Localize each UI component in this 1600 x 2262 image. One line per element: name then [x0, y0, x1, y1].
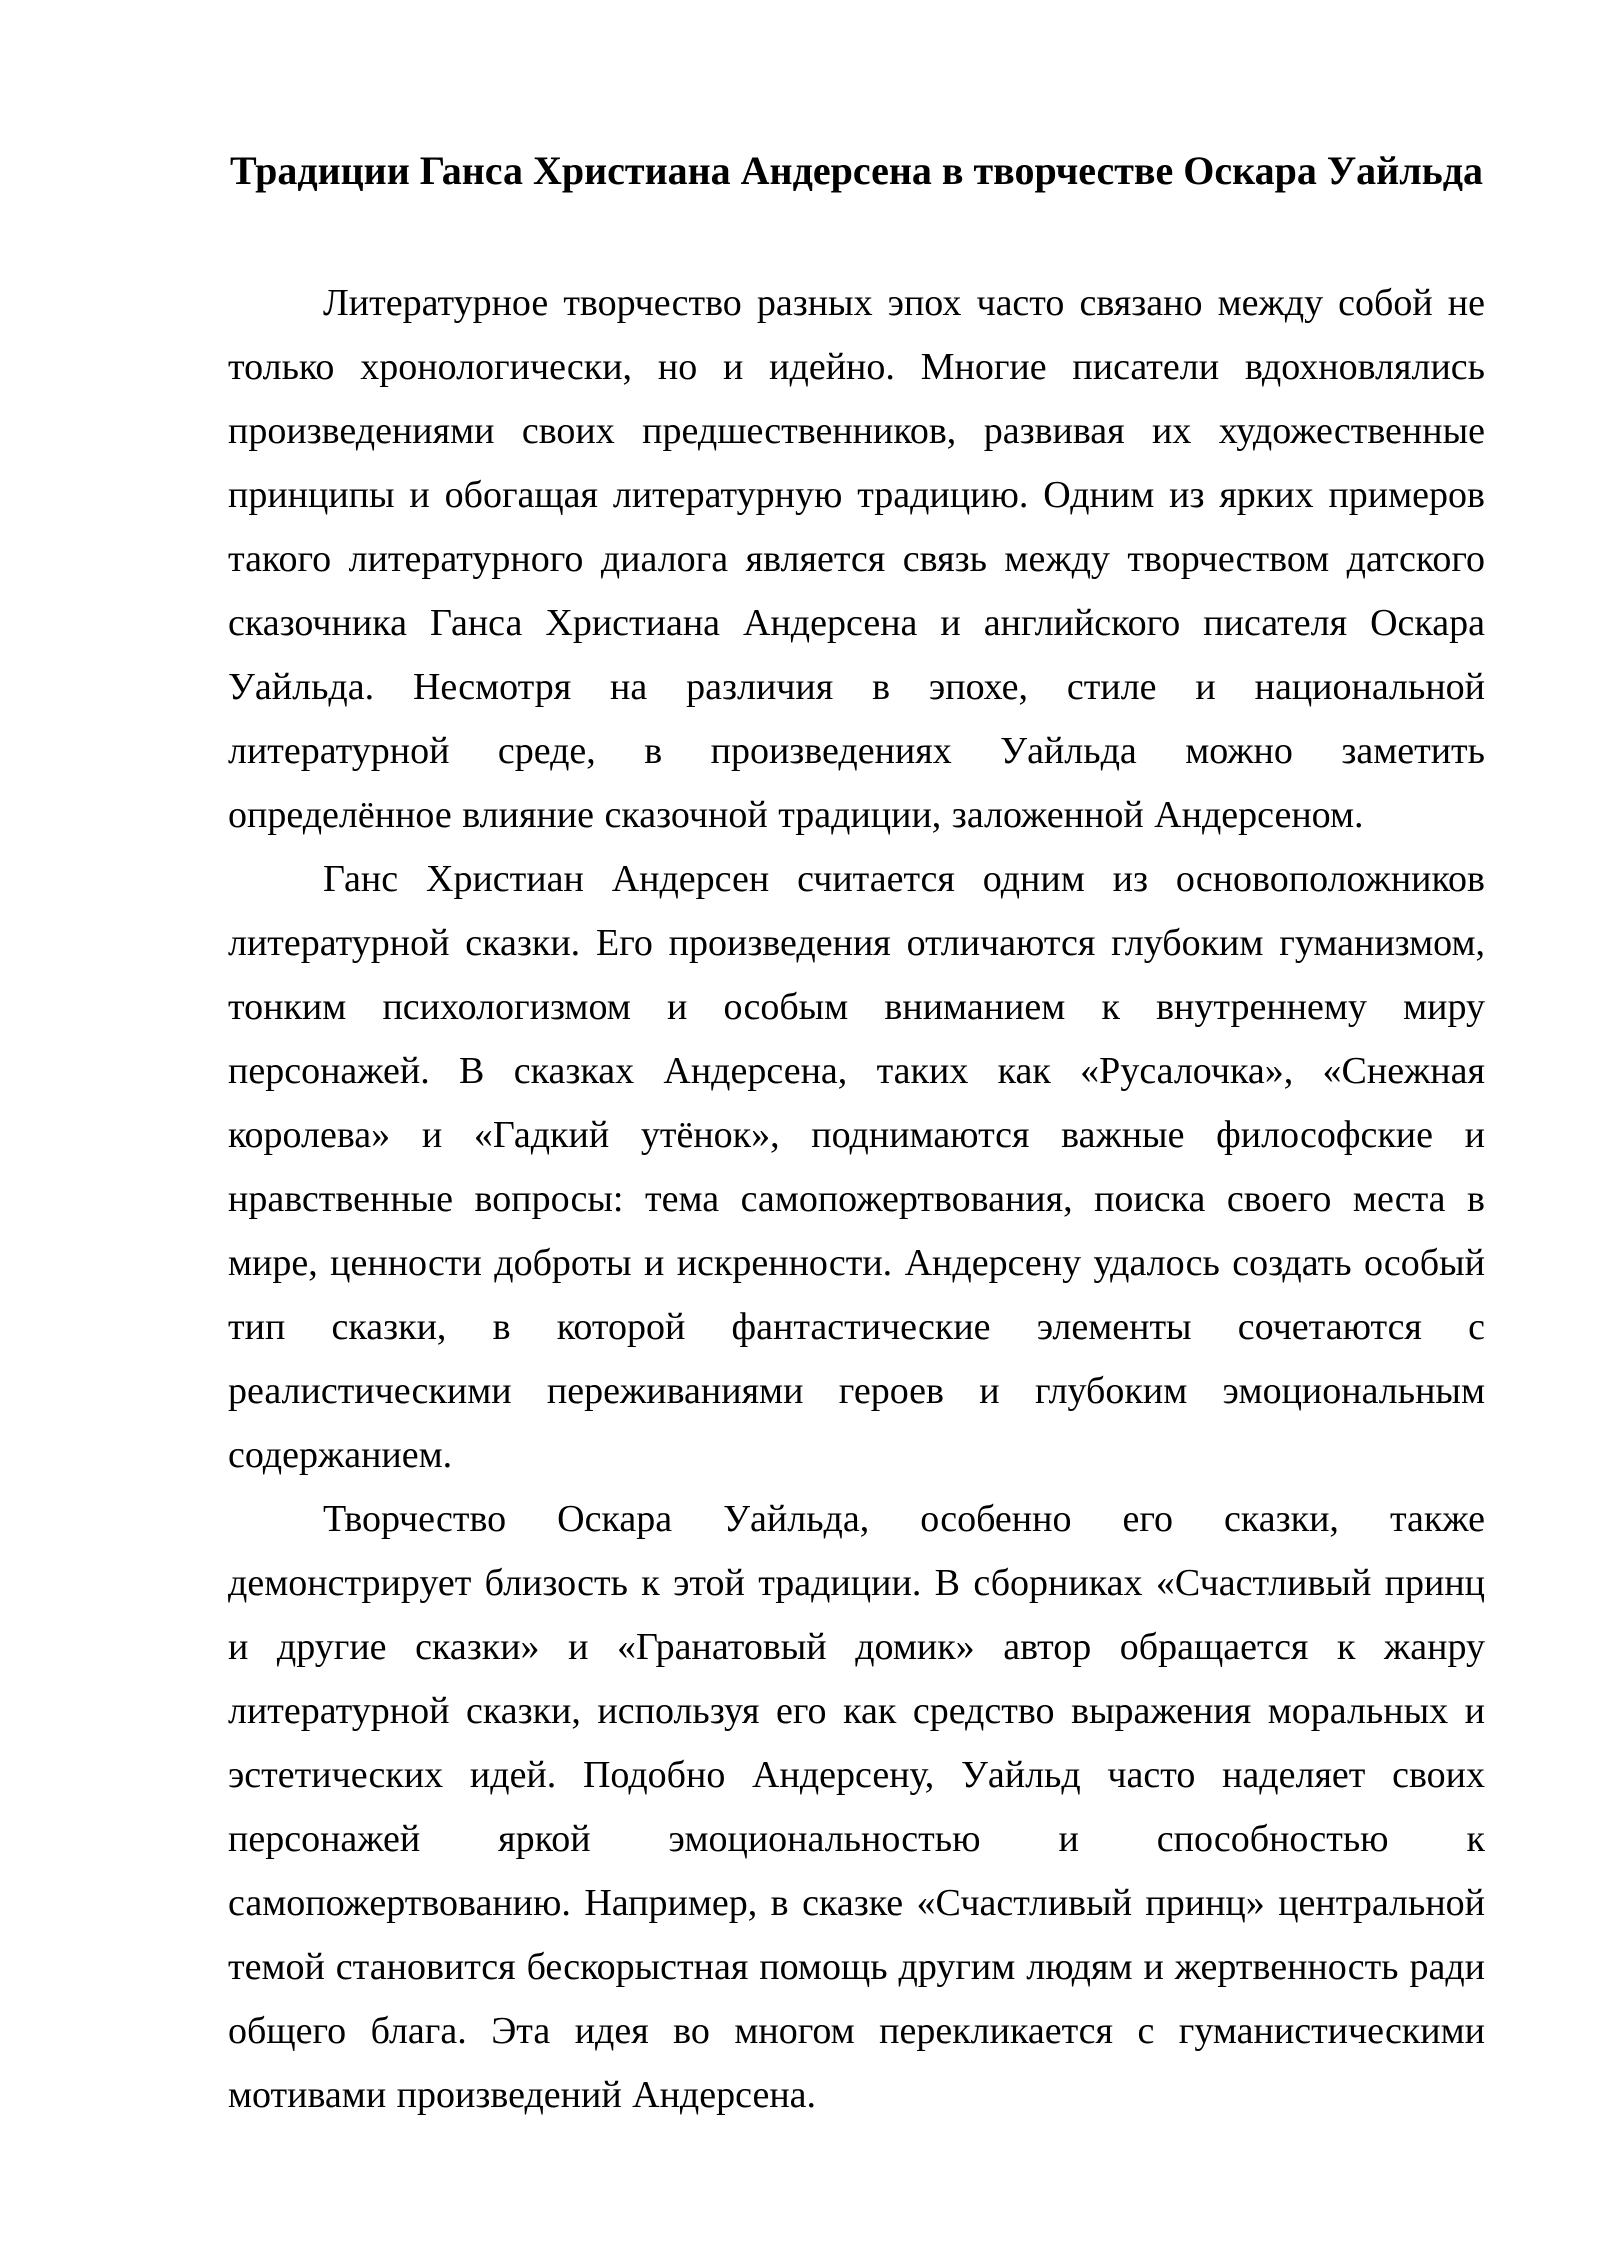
- document-paragraph-2: Ганс Христиан Андерсен считается одним из основоположников литературной сказки. Его произведения отличаются глубоким гуманизмом, тонким психологизмом и особым вниманием к внутреннему миру персонажей. В сказках Андерсена, таких как «Русалочка», «Снежная королева» и «Гадкий утёнок», поднимаются важные философские и нравственные вопросы: тема самопожертвования, поиска своего места в мире, ценности доброты и искренности. Андерсену удалось создать особый тип сказки, в которой фантастические элементы сочетаются с реалистическими переживаниями героев и глубоким эмоциональным содержанием.: [228, 858, 1485, 1476]
- document-title: Традиции Ганса Христиана Андерсена в творчестве Оскара Уайльда: [229, 148, 1484, 193]
- document-paragraph-3: Творчество Оскара Уайльда, особенно его сказки, также демонстрирует близость к этой традиции. В сборниках «Счастливый принц и другие сказки» и «Гранатовый домик» автор обращается к жанру литературной сказки, используя его как средство выражения моральных и эстетических идей. Подобно Андерсену, Уайльд часто наделяет своих персонажей яркой эмоциональностью и способностью к самопожертвованию. Например, в сказке «Счастливый принц» центральной темой становится бескорыстная помощь другим людям и жертвенность ради общего блага. Эта идея во многом перекликается с гуманистическими мотивами произведений Андерсена.: [228, 1498, 1485, 2116]
- document-content: [228, 139, 1485, 2127]
- document-paragraph-1: Литературное творчество разных эпох часто связано между собой не только хронологически, но и идейно. Многие писатели вдохновлялись произведениями своих предшественников, развивая их художественные принципы и обогащая литературную традицию. Одним из ярких примеров такого литературного диалога является связь между творчеством датского сказочника Ганса Христиана Андерсена и английского писателя Оскара Уайльда. Несмотря на различия в эпохе, стиле и национальной литературной среде, в произведениях Уайльда можно заметить определённое влияние сказочной традиции, заложенной Андерсеном.: [228, 282, 1485, 836]
